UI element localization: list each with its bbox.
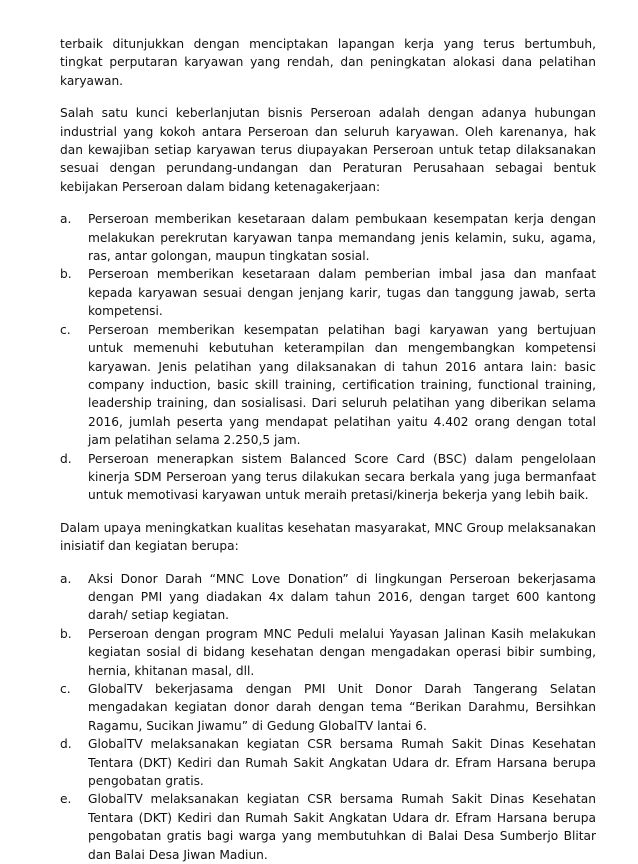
list-marker: e.	[60, 792, 72, 807]
list-item	[60, 790, 596, 864]
list-item	[60, 210, 596, 265]
list-item-text: Perseroan menerapkan sistem Balanced Score Card (BSC) dalam pengelolaan kinerja SDM Perseroan yang terus dilakukan secara berkala yang juga bermanfaat untuk memotivasi karyawan untuk meraih pretasi/kinerja bekerja yang lebih baik.	[88, 451, 596, 503]
list-item-text: Perseroan memberikan kesetaraan dalam pembukaan kesempatan kerja dengan melakukan perekrutan karyawan tanpa memandang jenis kelamin, suku, agama, ras, antar golongan, maupun tingkatan sosial.	[88, 212, 596, 264]
list-item	[60, 450, 596, 505]
list-marker: b.	[60, 267, 72, 282]
paragraph-health-initiatives: Dalam upaya meningkatkan kualitas kesehatan masyarakat, MNC Group melaksanakan inisiatif dan kegiatan berupa:	[60, 520, 596, 554]
list-item-text: Aksi Donor Darah “MNC Love Donation” di lingkungan Perseroan bekerjasama dengan PMI yang diadakan 4x dalam tahun 2016, dengan target 600 kantong darah/ setiap kegiatan.	[88, 571, 596, 623]
list-item-text: GlobalTV melaksanakan kegiatan CSR bersama Rumah Sakit Dinas Kesehatan Tentara (DKT) Kediri dan Rumah Sakit Angkatan Udara dr. Efram Harsana berupa pengobatan gratis bagi warga yang membutuhkan di Balai Desa Sumberjo Blitar dan Balai Desa Jiwan Madiun.	[88, 792, 596, 862]
list-item	[60, 735, 596, 790]
list-item-text: GlobalTV melaksanakan kegiatan CSR bersama Rumah Sakit Dinas Kesehatan Tentara (DKT) Kediri dan Rumah Sakit Angkatan Udara dr. Efram Harsana berupa pengobatan gratis.	[88, 737, 596, 789]
list-marker: a.	[60, 212, 72, 227]
list-marker: b.	[60, 626, 72, 641]
list-item	[60, 265, 596, 320]
list-item	[60, 680, 596, 735]
list-item-text: Perseroan memberikan kesempatan pelatihan bagi karyawan yang bertujuan untuk memenuhi kebutuhan keterampilan dan mengembangkan kompetensi karyawan. Jenis pelatihan yang dilaksanakan di tahun 2016 antara lain: basic company induction, basic skill training, certification training, functional training, leadership training, dan sosialisasi. Dari seluruh pelatihan yang diberikan selama 2016, jumlah peserta yang mendapat pelatihan yaitu 4.402 orang dengan total jam pelatihan selama 2.250,5 jam.	[88, 322, 596, 448]
list-marker: c.	[60, 682, 71, 696]
list-item	[60, 321, 596, 450]
list-marker: c.	[60, 322, 71, 337]
list-item	[60, 625, 596, 680]
list-item	[60, 570, 596, 625]
employment-policy-list	[60, 210, 596, 505]
list-marker: d.	[60, 737, 72, 752]
list-item-text: GlobalTV bekerjasama dengan PMI Unit Donor Darah Tangerang Selatan mengadakan kegiatan donor darah dengan tema “Berikan Darahmu, Bersihkan Ragamu, Sucikan Jiwamu” di Gedung GlobalTV lantai 6.	[88, 682, 596, 733]
list-marker: a.	[60, 571, 72, 586]
list-marker: d.	[60, 451, 72, 466]
paragraph-intro: terbaik ditunjukkan dengan menciptakan lapangan kerja yang terus bertumbuh, tingkat perputaran karyawan yang rendah, dan peningkatan alokasi dana pelatihan karyawan.	[60, 37, 596, 88]
list-item-text: Perseroan dengan program MNC Peduli melalui Yayasan Jalinan Kasih melakukan kegiatan sosial di bidang kesehatan dengan mengadakan operasi bibir sumbing, hernia, khitanan masal, dll.	[88, 626, 596, 678]
list-item-text: Perseroan memberikan kesetaraan dalam pemberian imbal jasa dan manfaat kepada karyawan sesuai dengan jenjang karir, tugas dan tanggung jawab, serta kompetensi.	[88, 267, 596, 319]
health-activities-list	[60, 570, 596, 864]
paragraph-industrial-relations: Salah satu kunci keberlanjutan bisnis Perseroan adalah dengan adanya hubungan industrial yang kokoh antara Perseroan dan seluruh karyawan. Oleh karenanya, hak dan kewajiban setiap karyawan terus diupayakan Perseroan untuk tetap dilaksanakan sesuai dengan perundang-undangan dan Peraturan Perusahaan sebagai bentuk kebijakan Perseroan dalam bidang ketenagakerjaan:	[60, 106, 596, 194]
